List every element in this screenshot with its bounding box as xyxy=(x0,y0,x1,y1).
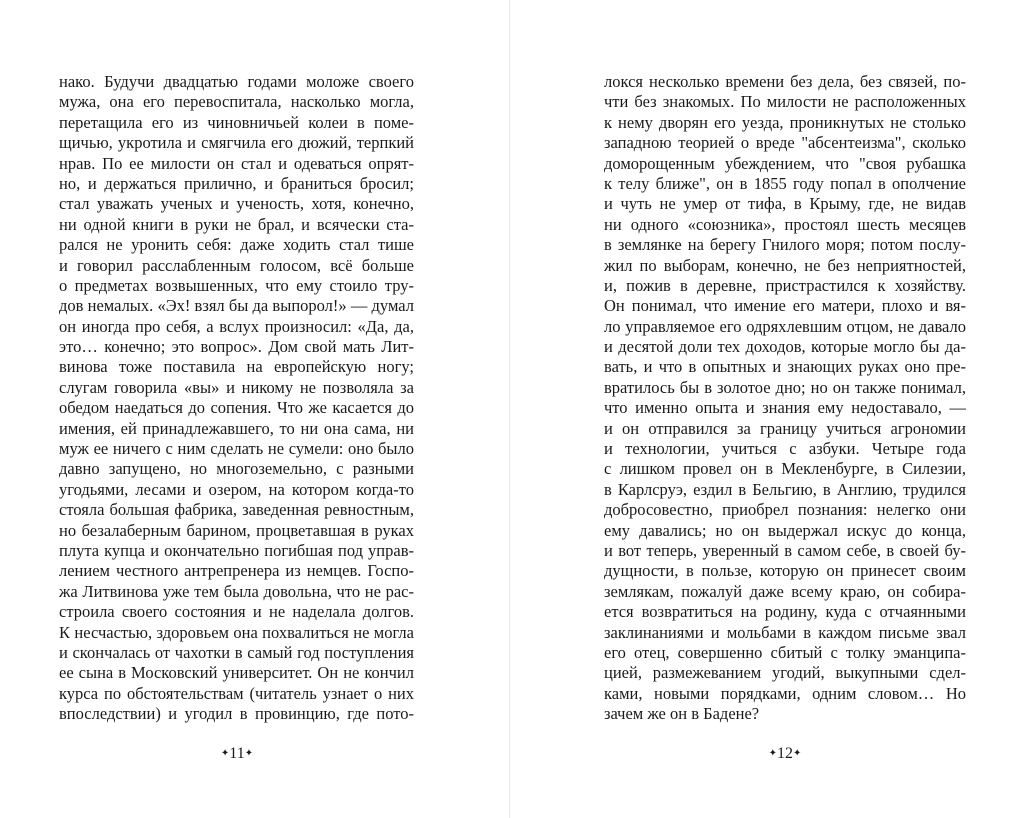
text-line: чти без знакомых. По милости не расположенных xyxy=(604,92,966,112)
text-line: нрав. По ее милости он стал и одеваться опрят- xyxy=(59,153,414,173)
text-line: ется возвратиться на родину, куда с отчаянными xyxy=(604,602,966,622)
text-line: стал уважать ученых и ученость, хотя, конечно, xyxy=(59,194,414,214)
text-line: ее сына в Московский университет. Он не кончил xyxy=(59,663,414,683)
text-line: и, пожив в деревне, пристрастился к хозяйству. xyxy=(604,275,966,295)
text-line: рался не уронить себя: даже ходить стал тише xyxy=(59,235,414,255)
text-line: курса по обстоятельствам (читатель узнает о них xyxy=(59,683,414,703)
text-line: но безалаберным барином, процветавшая в руках xyxy=(59,520,414,540)
text-line: и скончалась от чахотки в самый год поступления xyxy=(59,642,414,662)
text-line: слугам говорила «вы» и никому не позволяла за xyxy=(59,377,414,397)
text-line: вратилось бы в золотое дно; но он также понимал, xyxy=(604,377,966,397)
right-page-text xyxy=(604,72,966,725)
text-line: ло управляемое его одряхлевшим отцом, не давало xyxy=(604,316,966,336)
text-line: ни одного «союзника», простоял шесть месяцев xyxy=(604,214,966,234)
text-line: к нему дворян его уезда, проникнутых не столько xyxy=(604,112,966,132)
left-page xyxy=(0,0,509,818)
text-line: давно запущено, но многоземельно, с разными xyxy=(59,459,414,479)
text-line: вать, и что в опытных и знающих руках оно пре- xyxy=(604,357,966,377)
text-line: строила своего состояния и не наделала долгов. xyxy=(59,602,414,622)
text-line: дущности, в пользе, которую он принесет своим xyxy=(604,561,966,581)
text-line: заклинаниями и мольбами в каждом письме звал xyxy=(604,622,966,642)
text-line: добросовестно, приобрел познания: нелегко они xyxy=(604,500,966,520)
text-line: перетащила его из чиновничьей колеи в поме- xyxy=(59,112,414,132)
ornament-right-icon: ✦ xyxy=(793,748,802,759)
text-line: землякам, пожалуй даже всему краю, он собира- xyxy=(604,581,966,601)
text-line: к телу ближе", он в 1855 году попал в ополчение xyxy=(604,173,966,193)
page-number-12: 12 xyxy=(777,745,793,762)
text-line: и технологии, учиться с азбуки. Четыре года xyxy=(604,439,966,459)
text-line: угодьями, лесами и озером, на котором когда-то xyxy=(59,479,414,499)
text-line: стояла большая фабрика, заведенная ревностным, xyxy=(59,500,414,520)
ornament-left-icon: ✦ xyxy=(768,748,777,759)
text-line: лением честного антрепренера из немцев. Госпо- xyxy=(59,561,414,581)
text-line: дов немалых. «Эх! взял бы да выпорол!» — думал xyxy=(59,296,414,316)
text-line: и вот теперь, уверенный в самом себе, в своей бу- xyxy=(604,540,966,560)
text-line: локся несколько времени без дела, без связей, по- xyxy=(604,72,966,91)
page-number-11: 11 xyxy=(229,745,245,762)
text-line: обедом наедаться до сопения. Что же касается до xyxy=(59,398,414,418)
ornament-right-icon: ✦ xyxy=(244,748,254,759)
text-line: впоследствии) и угодил в провинцию, где пото- xyxy=(59,704,414,724)
text-line: винова тоже поставила на европейскую ногу; xyxy=(59,357,414,377)
ornament-left-icon: ✦ xyxy=(220,748,230,759)
text-line: цией, размежеванием угодий, выкупными сдел- xyxy=(604,663,966,683)
text-line: в Карлсруэ, ездил в Бельгию, в Англию, трудился xyxy=(604,479,966,499)
right-page-number xyxy=(725,745,845,763)
text-line: плута купца и окончательно погибшая под управ- xyxy=(59,540,414,560)
text-line: зачем же он в Бадене? xyxy=(604,704,760,724)
text-line: мужа, она его перевоспитала, насколько могла, xyxy=(59,92,414,112)
left-page-number xyxy=(177,745,297,763)
text-line: что именно опыта и знания ему недоставало, — xyxy=(604,398,966,418)
text-line: и он отправился за границу учиться агрономии xyxy=(604,418,966,438)
text-line: в землянке на берегу Гнилого моря; потом послу- xyxy=(604,235,966,255)
text-line: жил по выборам, конечно, не без неприятностей, xyxy=(604,255,966,275)
text-line: его отец, совершенно сбитый с толку эманципа- xyxy=(604,642,966,662)
text-line: с лишком провел он в Мекленбурге, в Силезии, xyxy=(604,459,966,479)
text-line: ни одной книги в руки не брал, и всячески ста- xyxy=(59,214,414,234)
text-line: Он понимал, что имение его матери, плохо и вя- xyxy=(604,296,966,316)
right-page xyxy=(510,0,1020,818)
text-line: и чуть не умер от тифа, в Крыму, где, не видав xyxy=(604,194,966,214)
text-line: и десятой доли тех доходов, которые могло бы да- xyxy=(604,337,966,357)
text-line: и говорил расслабленным голосом, всё больше xyxy=(59,255,414,275)
text-line: муж ее ничего с ним сделать не сумели: оно было xyxy=(59,439,414,459)
text-line: он иногда про себя, а вслух произносил: «Да, да, xyxy=(59,316,414,336)
text-line: ками, новыми порядками, одним словом… Но xyxy=(604,683,966,703)
text-line: нако. Будучи двадцатью годами моложе своего xyxy=(59,72,414,91)
text-line: К несчастью, здоровьем она похвалиться не могла xyxy=(59,622,414,642)
text-line: жа Литвинова уже тем была довольна, что не рас- xyxy=(59,581,414,601)
text-line: это… конечно; это вопрос». Дом свой мать Лит- xyxy=(59,337,414,357)
text-line: но, и держаться прилично, и браниться бросил; xyxy=(59,173,414,193)
text-line: щичью, укротила и смягчила его дюжий, терпкий xyxy=(59,133,414,153)
text-line: имения, ей принадлежавшего, то ни она сама, ни xyxy=(59,418,414,438)
text-line: доморощенным убеждением, что "своя рубашка xyxy=(604,153,966,173)
text-line: западною теорией о вреде "абсентеизма", сколько xyxy=(604,133,966,153)
left-page-text xyxy=(59,72,414,725)
text-line: ему давались; но он выдержал искус до конца, xyxy=(604,520,966,540)
text-line: о предметах возвышенных, что ему стоило тру- xyxy=(59,275,414,295)
